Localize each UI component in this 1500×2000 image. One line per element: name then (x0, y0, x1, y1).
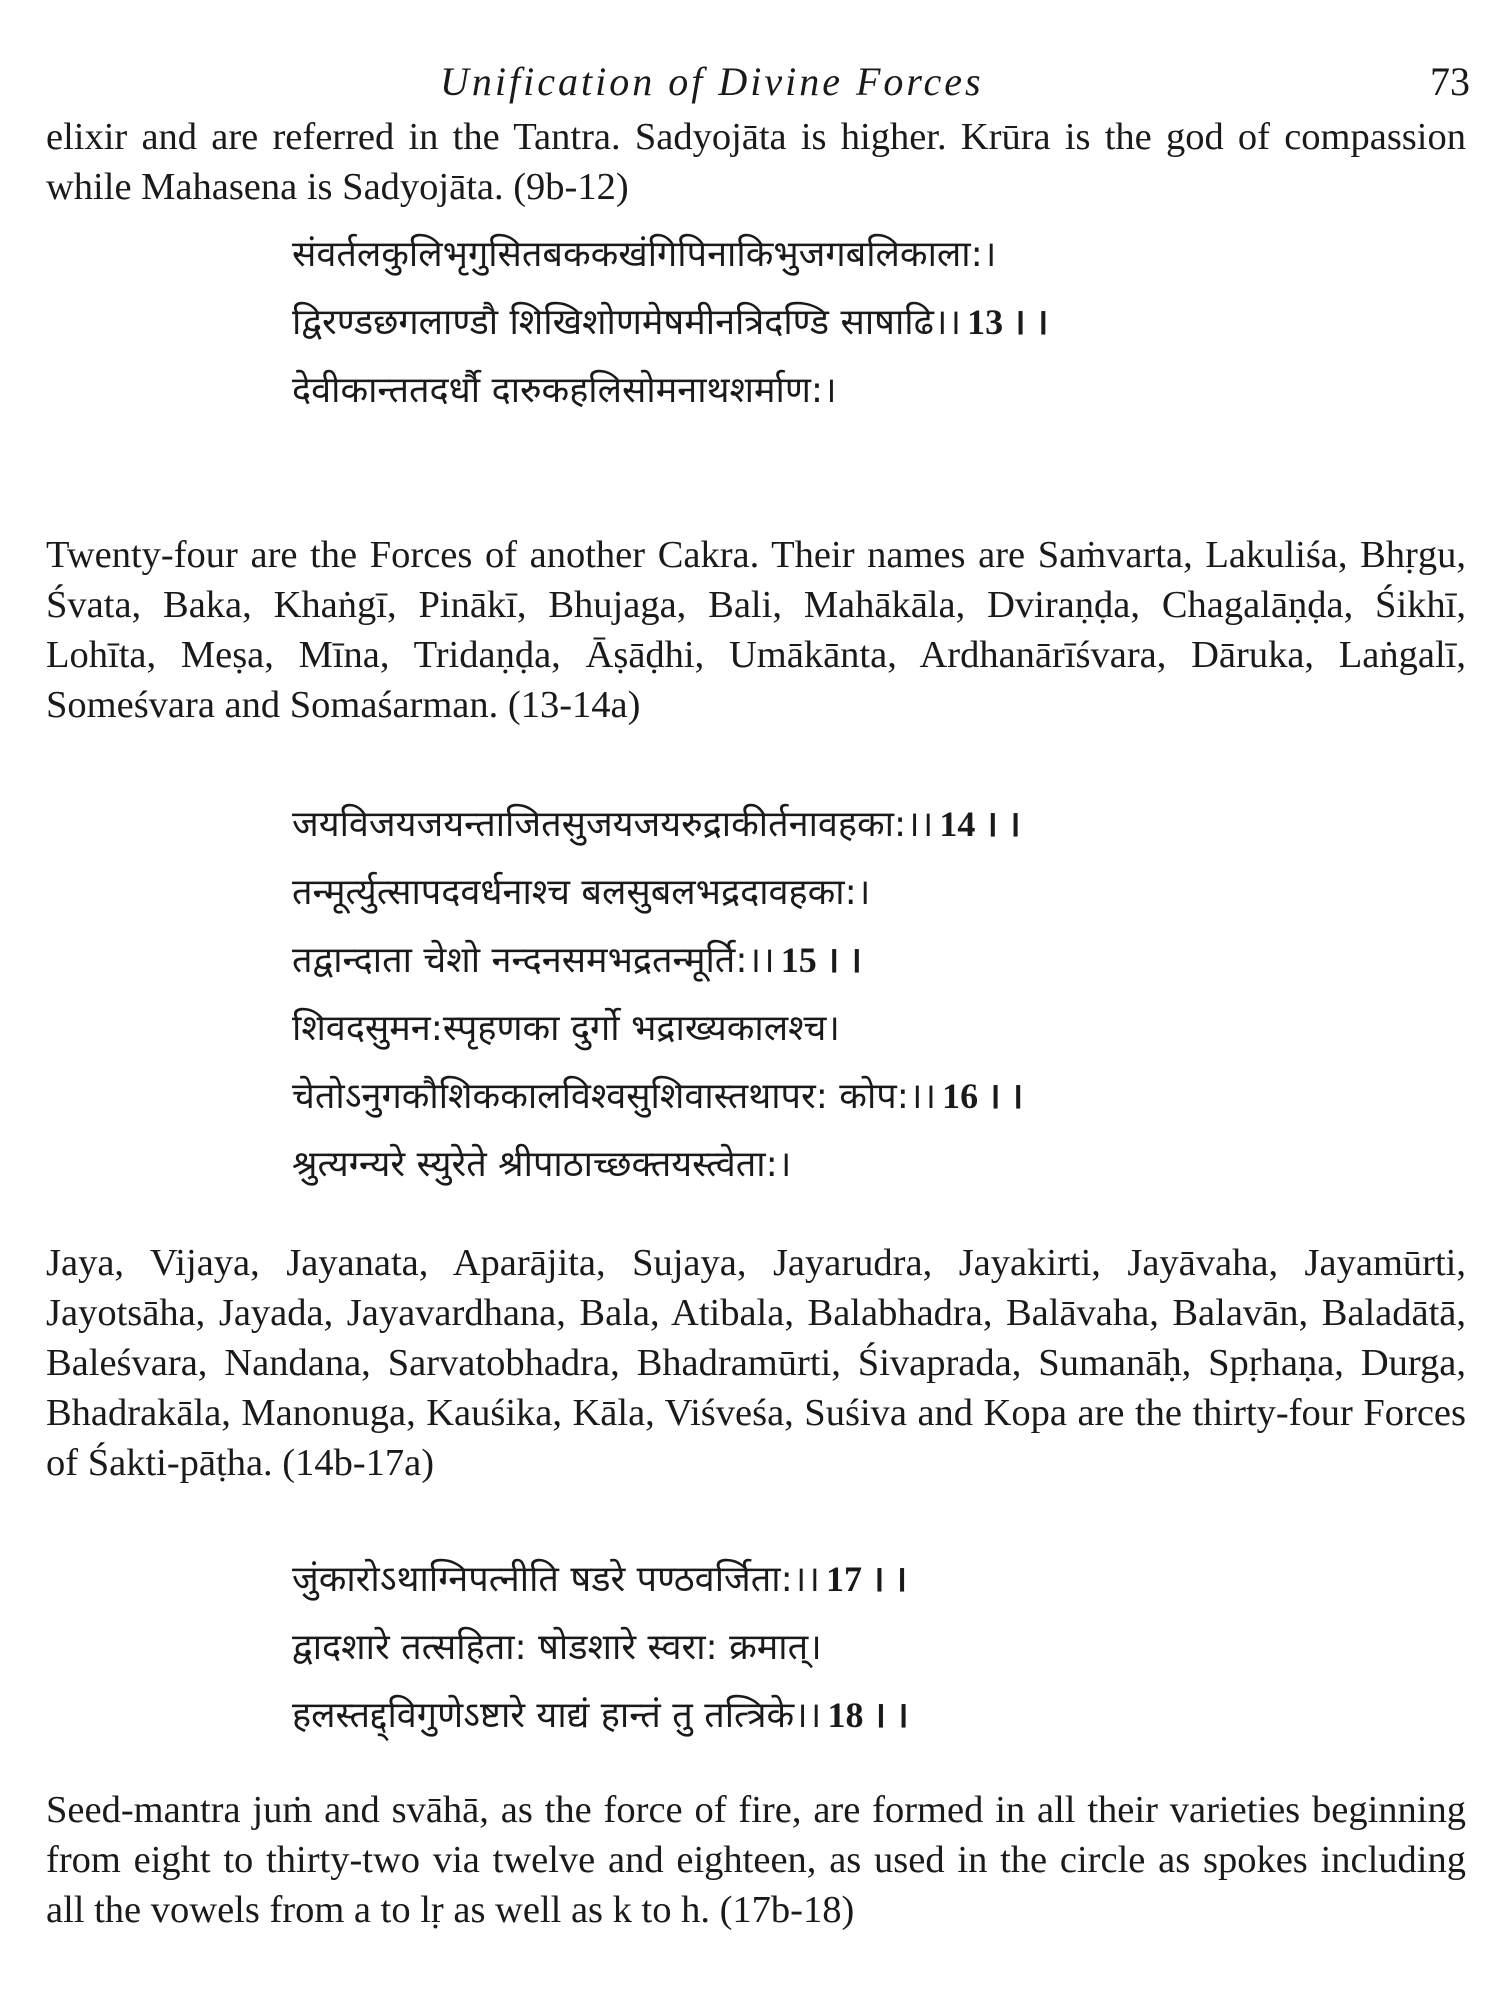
verse-block-2 (292, 790, 1392, 1198)
verse-line: देवीकान्ततदर्धौ दारुकहलिसोमनाथशर्माण:। (292, 370, 837, 411)
verse-line: चेतोऽनुगकौशिककालविश्वसुशिवास्तथापर: कोप:।। 16 । । (292, 1076, 1024, 1117)
paragraph-2: Twenty-four are the Forces of another Cakra. Their names are Saṁvarta, Lakuliśa, Bhṛgu, Śvata, Baka, Khaṅgī, Pinākī, Bhujaga, Bali, Mahākāla, Dviraṇḍa, Chagalāṇḍa, Śikhī, Lohīta, Meṣa, Mīna, Tridaṇḍa, Āṣāḍhi, Umākānta, Ardhanārīśvara, Dāruka, Laṅgalī, Someśvara and Somaśarman. (13-14a) (46, 534, 1466, 726)
verse-line: शिवदसुमन:स्पृहणका दुर्गो भद्राख्यकालश्च। (292, 1008, 840, 1049)
verse-line: हलस्तद्द्विगुणेऽष्टारे याद्यं हान्तं तु तत्त्रिके।। 18 । । (292, 1695, 909, 1736)
verse-line: श्रुत्यग्न्यरे स्युरेते श्रीपाठाच्छक्तयस्त्वेता:। (292, 1144, 792, 1185)
verse-number: 15 । । (780, 940, 863, 980)
verse-number: 16 । । (942, 1076, 1024, 1116)
verse-line: द्विरण्डछगलाण्डौ शिखिशोणमेषमीनत्रिदण्डि साषाढि।। 13 । । (292, 302, 1049, 343)
verse-line: तन्मूर्त्युत्सापदवर्धनाश्च बलसुबलभद्रदावहका:। (292, 872, 871, 913)
verse-line: जयविजयजयन्ताजितसुजयजयरुद्राकीर्तनावहका:।। 14 । । (292, 804, 1021, 845)
verse-number: 18 । । (827, 1695, 909, 1735)
verse-number: 17 । । (826, 1559, 908, 1599)
running-title: Unification of Divine Forces (440, 59, 984, 104)
running-header (0, 58, 1500, 118)
paragraph-4: Seed-mantra juṁ and svāhā, as the force of fire, are formed in all their varieties beginning from eight to thirty-two via twelve and eighteen, as used in the circle as spokes including all the vowels from a to lṛ as well as k to h. (17b-18) (46, 1789, 1466, 1931)
page-number: 73 (1430, 59, 1470, 104)
verse-number: 13 । । (967, 302, 1049, 342)
verse-line: जुंकारोऽथाग्निपत्नीति षडरे पण्ठवर्जिता:।। 17 । । (292, 1559, 908, 1600)
paragraph-3: Jaya, Vijaya, Jayanata, Aparājita, Sujaya, Jayarudra, Jayakirti, Jayāvaha, Jayamūrti, Jayotsāha, Jayada, Jayavardhana, Bala, Atibala, Balabhadra, Balāvaha, Balavān, Baladātā, Baleśvara, Nandana, Sarvatobhadra, Bhadramūrti, Śivaprada, Sumanāḥ, Spṛhaṇa, Durga, Bhadrakāla, Manonuga, Kauśika, Kāla, Viśveśa, Suśiva and Kopa are the thirty-four Forces of Śakti-pāṭha. (14b-17a) (46, 1242, 1466, 1484)
verse-line: तद्वान्दाता चेशो नन्दनसमभद्रतन्मूर्ति:।। 15 । । (292, 940, 863, 981)
verse-block-1 (292, 220, 1392, 424)
verse-line: द्वादशारे तत्सहिता: षोडशारे स्वरा: क्रमात्। (292, 1627, 822, 1668)
verse-number: 14 । । (939, 804, 1021, 844)
verse-line: संवर्तलकुलिभृगुसितबककखंगिपिनाकिभुजगबलिकाला:। (292, 234, 997, 275)
paragraph-1: elixir and are referred in the Tantra. Sadyojāta is higher. Krūra is the god of compassion while Mahasena is Sadyojāta. (9b-12) (46, 116, 1466, 208)
verse-block-3 (292, 1545, 1392, 1749)
